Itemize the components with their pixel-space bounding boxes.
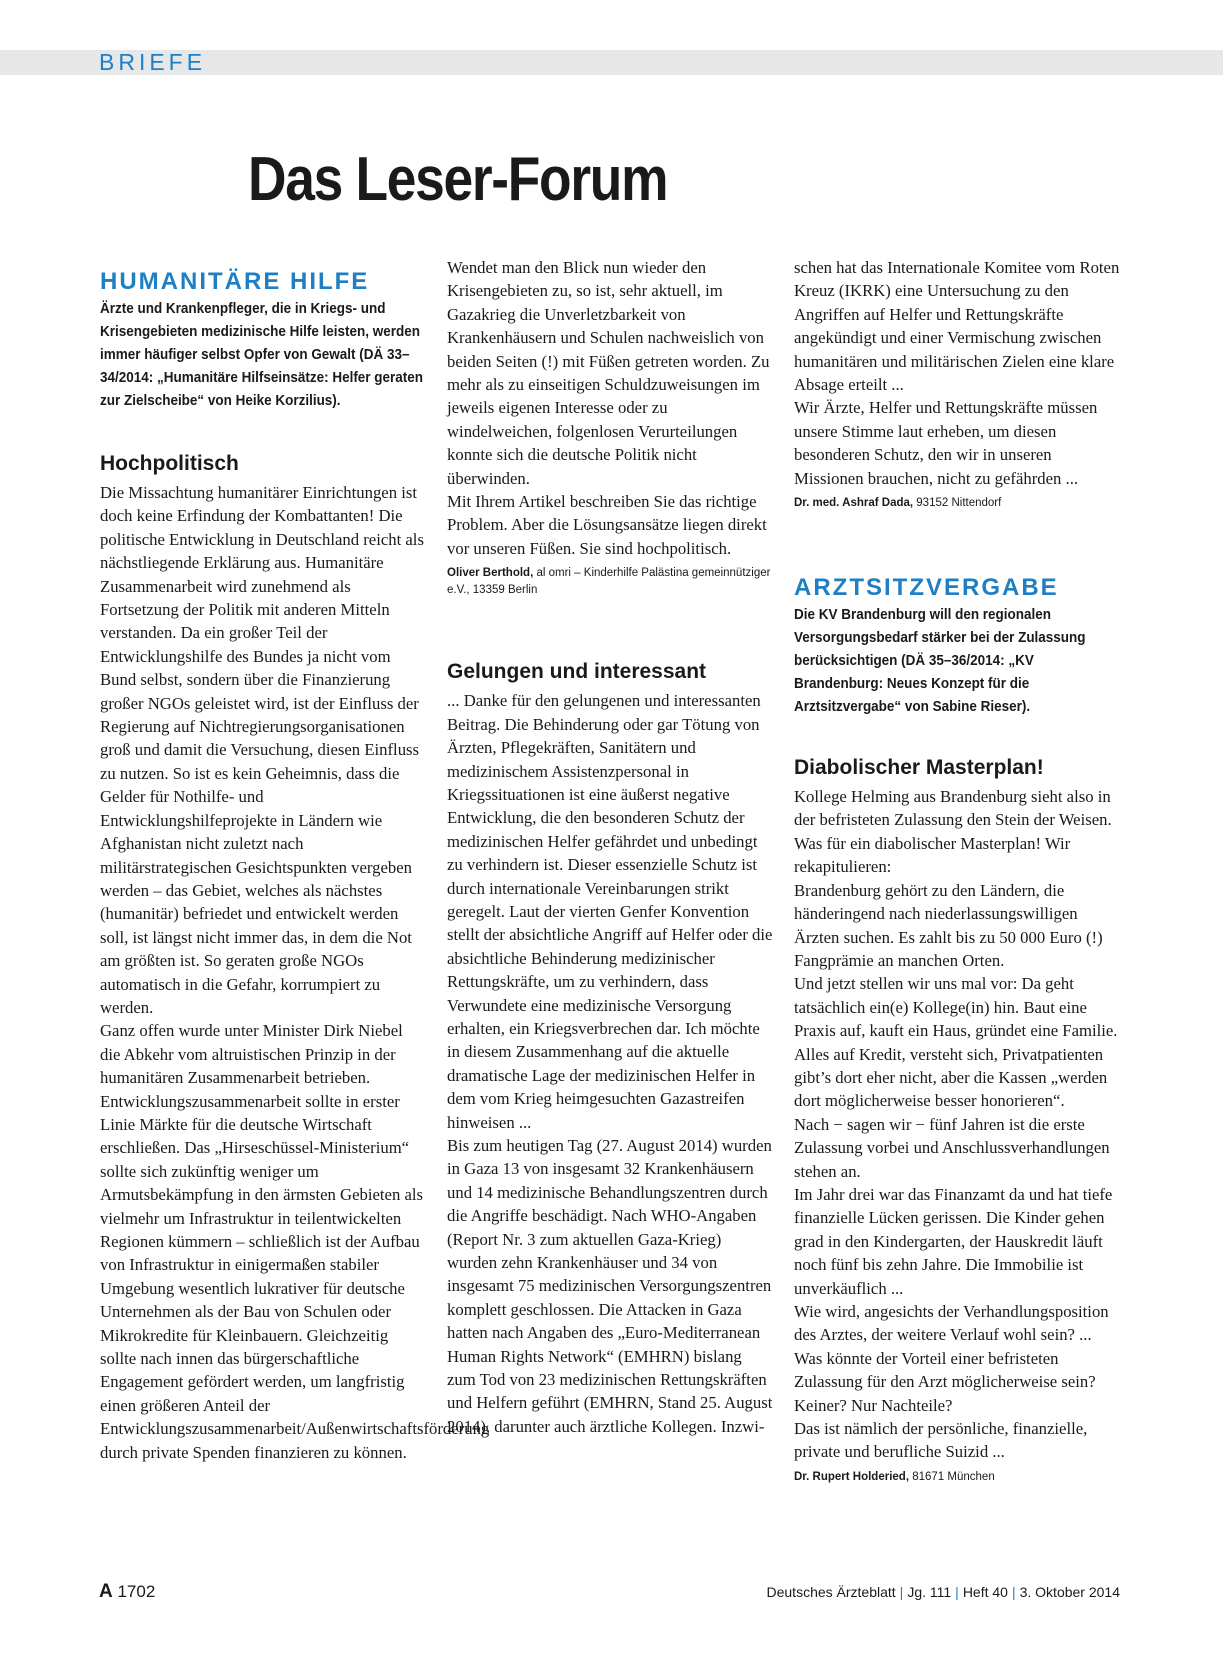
paragraph: Entwicklungszusammenarbeit sollte in erster Linie Märkte für die deutsche Wirtschaft erschließen. Das „Hirseschüssel-Ministerium“ sollte sich zukünftig weniger um Armutsbekämpfung in den ärmsten Gebieten als vielmehr um Infrastruktur in teilentwickelten Regionen kümmern – schließlich ist der Aufbau von Infrastruktur in einigermaßen stabiler Umgebung wesentlich lukrativer für deutsche Unternehmen als der Bau von Schulen oder Mikrokredite für Kleinbauern. Gleichzeitig sollte nach innen das bürgerschaftliche Engagement gefördert werden, um langfristig einen größeren Anteil der Entwicklungszusammenarbeit/Außenwirtschaftsförderung durch private Spenden finanzieren zu können. (100, 1091, 490, 1462)
journal-volume: Jg. 111 (907, 1584, 952, 1600)
section-label: BRIEFE (99, 49, 207, 75)
paragraph: Wie wird, angesichts der Verhandlungsposition des Arztes, der weitere Verlauf wohl sein? ... (794, 1302, 1109, 1345)
letter-headline-masterplan: Diabolischer Masterplan! (794, 756, 1044, 780)
signature-location: 81671 München (909, 1470, 995, 1483)
paragraph: Und jetzt stellen wir uns mal vor: Da geht tatsächlich ein(e) Kollege(in) hin. Baut eine Praxis auf, kauft ein Haus, gründet eine Familie. Alles auf Kredit, versteht sich, Privatpatienten gibt’s dort eher nicht, aber die Kassen „werden dort möglicherweise besser honorieren“. (794, 974, 1118, 1111)
paragraph: Die Missachtung humanitärer Einrichtungen ist doch keine Erfindung der Kombattanten! Die politische Entwicklung in Deutschland reicht als nächstliegende Erklärung aus. Humanitäre Zusammenarbeit wird zunehmend als Fortsetzung der Politik mit anderen Mitteln verstanden. Da ein großer Teil der Entwicklungshilfe des Bundes ja nicht vom Bund selbst, sondern über die Finanzierung großer NGOs geleistet wird, ist der Einfluss der Regierung auf Nichtregierungsorganisationen groß und damit die Versuchung, diesen Einfluss zu nutzen. So ist es kein Geheimnis, dass die Gelder für Nothilfe- und Entwicklungshilfeprojekte in Ländern wie Afghanistan nicht zuletzt nach militärstrategischen Gesichtspunkten vergeben werden – das Gebiet, welches als nächstes (humanitär) befriedet und entwickelt werden soll, ist längst nicht immer das, in dem die Not am größten ist. So geraten große NGOs automatisch in die Gefahr, korrumpiert zu werden. (100, 483, 424, 1017)
teaser-humanitaere-hilfe: Ärzte und Krankenpfleger, die in Kriegs- und Krisengebieten medizinische Hilfe leisten, werden immer häufiger selbst Opfer von Gewalt (DÄ 33–34/2014: „Humanitäre Hilfseinsätze: Helfer geraten zur Zielscheibe“ von Heike Korzilius). (100, 301, 424, 409)
column-1 (100, 268, 490, 1464)
paragraph: Wir Ärzte, Helfer und Rettungskräfte müssen unsere Stimme laut erheben, um diesen besonderen Schutz, den wir in unseren Missionen brauchen, nicht zu gefährden ... (794, 398, 1098, 488)
letter-body-masterplan (794, 785, 1121, 1464)
letter-headline-hochpolitisch: Hochpolitisch (100, 452, 239, 475)
paragraph: Kollege Helming aus Brandenburg sieht also in der befristeten Zulassung den Stein der Weisen. Was für ein diabolischer Masterplan! Wir rekapitulieren: (794, 787, 1112, 877)
journal-date: 3. Oktober 2014 (1019, 1584, 1120, 1600)
letter-body-gelungen-cont (794, 256, 1121, 490)
paragraph: ... Danke für den gelungenen und interessanten Beitrag. Die Behinderung oder gar Tötung von Ärzten, Pflegekräften, Sanitätern und medizinischem Assistenzpersonal in Kriegssituationen ist eine äußerst negative Entwicklung, die den besonderen Schutz der medizinischen Helfer gefährdet und unbedingt zu verhindern ist. Dieser essenzielle Schutz ist durch internationale Vereinbarungen strikt geregelt. Laut der vierten Genfer Konvention stellt der absichtliche Angriff auf Helfer oder die absichtliche Behinderung medizinischer Rettungskräfte, um zu verhindern, dass Verwundete eine medizinische Versorgung erhalten, ein Kriegsverbrechen dar. Ich möchte in diesem Zusammenhang auf die aktuelle dramatische Lage der medizinischen Helfer in dem vom Krieg heimgesuchten Gazastreifen hinweisen ... (447, 691, 773, 1132)
signature-name: Dr. med. Ashraf Dada, (794, 497, 914, 510)
topic-arztsitzvergabe: ARZTSITZVERGABE (794, 574, 1059, 602)
teaser-arztsitzvergabe: Die KV Brandenburg will den regionalen Versorgungsbedarf stärker bei der Zulassung berücksichtigen (DÄ 35–36/2014: „KV Brandenburg: Neues Konzept für die Arztsitzvergabe“ von Sabine Rieser). (794, 607, 1086, 716)
journal-info (767, 1584, 1121, 1600)
paragraph: Brandenburg gehört zu den Ländern, die händeringend nach niederlassungswilligen Ärzten suchen. Es zahlt bis zu 50 000 Euro (!) Fangprämie an manchen Orten. (794, 880, 1103, 970)
page-number-value: 1702 (117, 1582, 156, 1601)
separator: | (1011, 1584, 1016, 1600)
letter-body-hochpolitisch-cont (447, 256, 774, 560)
journal-issue: Heft 40 (962, 1584, 1008, 1600)
separator: | (899, 1584, 904, 1600)
letter-headline-gelungen: Gelungen und interessant (447, 660, 707, 684)
column-3 (794, 258, 1121, 1486)
signature-dada (794, 495, 1121, 512)
signature-name: Dr. Rupert Holderied, (794, 1470, 910, 1483)
paragraph: Bis zum heutigen Tag (27. August 2014) wurden in Gaza 13 von insgesamt 32 Krankenhäusern und 14 medizinische Behandlungszentren durch die Angriffe beschädigt. Nach WHO-Angaben (Report Nr. 3 zum aktuellen Gaza-Krieg) wurden zehn Krankenhäuser und 34 von insgesamt 75 medizinischen Versorgungszentren komplett geschlossen. Die Attacken in Gaza hatten nach Angaben des „Euro-Mediterranean Human Rights Network“ (EMHRN) bislang zum Tod von 23 medizinischen Rettungskräften und Helfern geführt (EMHRN, Stand 25. August 2014), darunter auch ärztliche Kollegen. Inzwi- (447, 1136, 773, 1436)
topic-humanitaere-hilfe: HUMANITÄRE HILFE (100, 268, 370, 295)
page-number (99, 1581, 155, 1603)
signature-berthold (447, 565, 774, 599)
letter-body-gelungen (447, 689, 774, 1438)
column-2 (447, 258, 774, 1438)
paragraph: Was könnte der Vorteil einer befristeten Zulassung für den Arzt möglicherweise sein? Keiner? Nur Nachteile? (794, 1348, 1096, 1415)
journal-name: Deutsches Ärzteblatt (766, 1584, 896, 1600)
paragraph: Nach − sagen wir − fünf Jahren ist die erste Zulassung vorbei und Anschlussverhandlungen stehen an. (794, 1114, 1110, 1181)
signature-holderied (794, 1469, 1121, 1486)
letter-body-hochpolitisch (100, 481, 490, 1464)
paragraph: Im Jahr drei war das Finanzamt da und hat tiefe finanzielle Lücken gerissen. Die Kinder gehen grad in den Kindergarten, der Hauskredit läuft noch fünf bis zehn Jahre. Die Immobilie ist unverkäuflich ... (794, 1184, 1113, 1298)
page-title: Das Leser-Forum (248, 145, 668, 214)
page-prefix: A (99, 1581, 113, 1602)
paragraph: Das ist nämlich der persönliche, finanzielle, private und berufliche Suizid ... (794, 1419, 1088, 1462)
signature-name: Oliver Berthold, (447, 567, 534, 580)
paragraph: schen hat das Internationale Komitee vom Roten Kreuz (IKRK) eine Untersuchung zu den Angriffen auf Helfer und Rettungskräfte angekündigt und einer Vermischung zwischen humanitären und militärischen Zielen eine klare Absage erteilt ... (794, 258, 1120, 395)
paragraph: Mit Ihrem Artikel beschreiben Sie das richtige Problem. Aber die Lösungsansätze liegen direkt vor unseren Füßen. Sie sind hochpolitisch. (447, 492, 767, 558)
separator: | (955, 1584, 959, 1600)
signature-location: 93152 Nittendorf (913, 497, 1002, 510)
signature-affiliation: al omri – Kinderhilfe Palästina gemeinnütziger e.V., 13359 Berlin (447, 567, 771, 597)
paragraph: Wendet man den Blick nun wieder den Krisengebieten zu, so ist, sehr aktuell, im Gazakrieg die Unverletzbarkeit von Krankenhäusern und Schulen nachweislich von beiden Seiten (!) mit Füßen getreten worden. Zu mehr als zu einseitigen Schuldzuweisungen im jeweils eigenen Interesse oder zu windelweichen, folgenlosen Verurteilungen konnte sich die deutsche Politik nicht überwinden. (447, 258, 770, 488)
paragraph: Ganz offen wurde unter Minister Dirk Niebel die Abkehr vom altruistischen Prinzip in der humanitären Zusammenarbeit betrieben. (100, 1021, 403, 1088)
